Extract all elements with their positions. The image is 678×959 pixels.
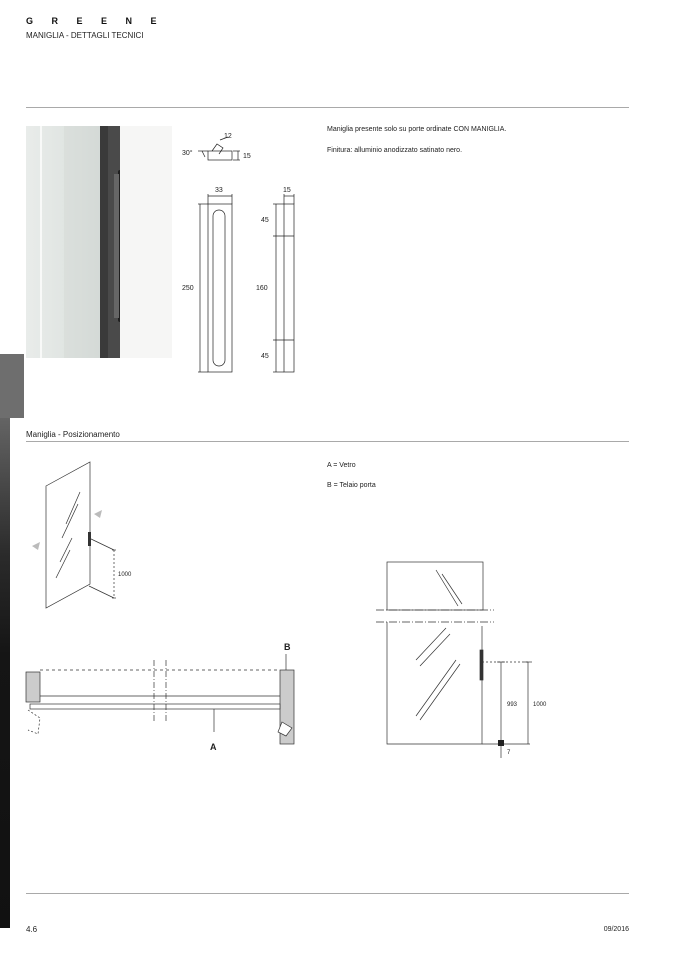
top-offset-label: 45 — [261, 217, 269, 224]
front-height-label: 250 — [182, 285, 194, 292]
handle-photo — [26, 126, 172, 358]
page-subtitle: MANIGLIA - DETTAGLI TECNICI — [26, 31, 144, 40]
positioning-section-title: Maniglia - Posizionamento — [26, 430, 120, 439]
label-a: A — [210, 742, 217, 752]
description-line-1: Maniglia presente solo su porte ordinate CON MANIGLIA. — [327, 126, 507, 133]
side-dim-label: 15 — [243, 153, 251, 160]
label-b: B — [284, 642, 291, 652]
edge-bar — [0, 354, 10, 928]
description-line-2: Finitura: alluminio anodizzato satinato nero. — [327, 147, 463, 154]
page-number: 4.6 — [26, 925, 38, 934]
side-width-label: 15 — [283, 187, 291, 194]
top-dim-label: 12 — [224, 133, 232, 140]
angle-label: 30° — [182, 150, 193, 157]
elev-outer-label: 1000 — [533, 702, 547, 708]
legend-a: A = Vetro — [327, 462, 356, 469]
elev-gap-label: 7 — [507, 750, 511, 756]
edge-tab — [0, 354, 24, 418]
footer-date: 09/2016 — [603, 926, 629, 933]
handle-technical-drawing — [172, 124, 302, 384]
middle-span-label: 160 — [256, 285, 268, 292]
elev-inner-label: 993 — [507, 702, 518, 708]
front-width-label: 33 — [215, 187, 223, 194]
brand-logo: G R E E N E — [26, 16, 165, 26]
legend-b: B = Telaio porta — [327, 482, 376, 489]
top-divider — [26, 107, 629, 108]
iso-height-label: 1000 — [118, 572, 132, 578]
front-elevation-drawing — [376, 556, 576, 766]
bottom-offset-label: 45 — [261, 353, 269, 360]
positioning-divider — [26, 441, 629, 442]
bottom-divider — [26, 893, 629, 894]
plan-section-drawing — [24, 636, 304, 756]
isometric-door-sketch — [26, 458, 146, 618]
